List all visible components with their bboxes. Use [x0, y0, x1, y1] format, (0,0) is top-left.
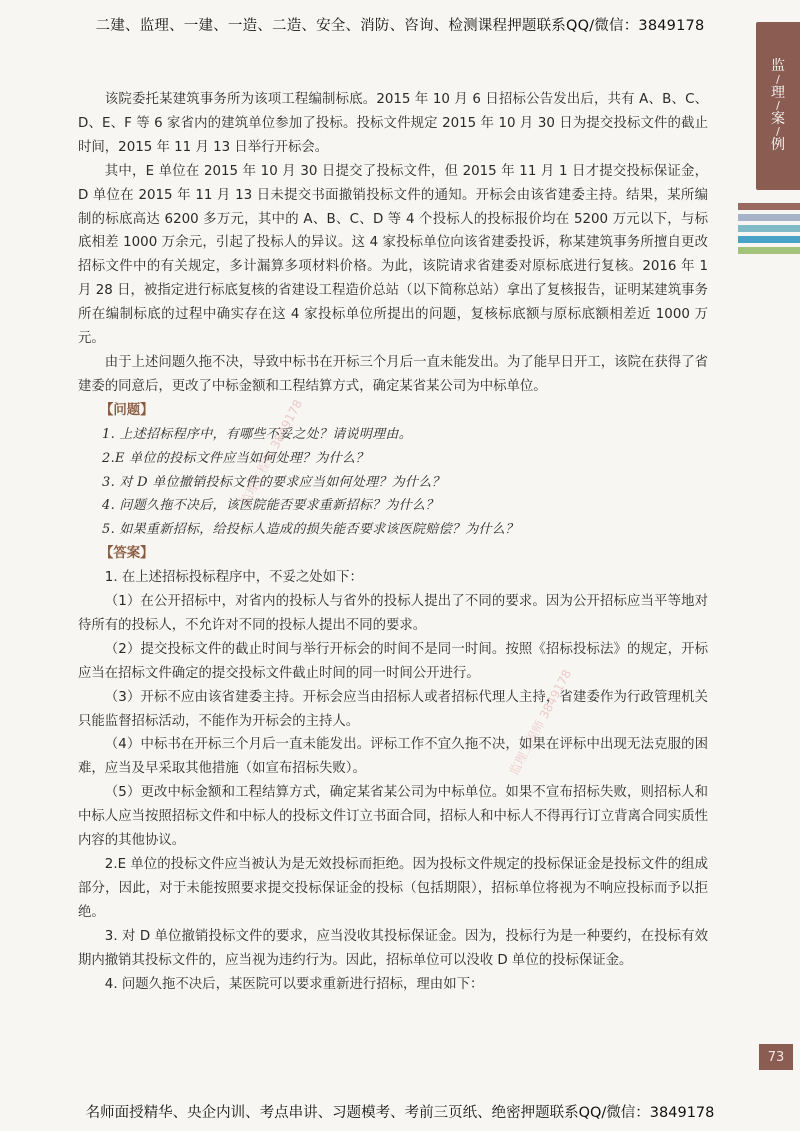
answer-paragraph: （2）提交投标文件的截止时间与举行开标会的时间不是同一时间。按照《招标投标法》的规定，开标应当在招标文件确定的提交投标文件截止时间的同一时间公开进行。: [78, 641, 708, 681]
decor-stripe: [738, 247, 800, 254]
top-banner: 二建、监理、一建、一造、二造、安全、消防、咨询、检测课程押题联系QQ/微信：3849178: [95, 18, 705, 34]
decor-stripe: [738, 203, 800, 210]
page-body: [78, 88, 708, 996]
watermark: 监理工程师 3849178: [237, 397, 306, 508]
answer-paragraph: （5）更改中标金额和工程结算方式，确定某省某公司为中标单位。如果不宣布招标失败，则招标人和中标人应当按照招标文件和中标人的投标文件订立书面合同，招标人和中标人不得再行订立背离合同实质性内容的其他协议。: [78, 785, 708, 849]
answer-paragraph: （1）在公开招标中，对省内的投标人与省外的投标人提出了不同的要求。因为公开招标应当平等地对待所有的投标人，不允许对不同的投标人提出不同的要求。: [78, 594, 708, 633]
chapter-tab-separator: /: [776, 72, 780, 86]
question-item: 5. 如果重新招标，给投标人造成的损失能否要求该医院赔偿？为什么？: [102, 522, 519, 538]
chapter-tab-char: 监: [771, 58, 785, 75]
answer-paragraph: （4）中标书在开标三个月后一直未能发出。评标工作不宜久拖不决，如果在评标中出现无法克服的困难，应当及早采取其他措施（如宣布招标失败）。: [78, 737, 708, 777]
case-paragraph: 其中，E 单位在 2015 年 10 月 30 日提交了投标文件，但 2015 年 11 月 1 日才提交投标保证金，D 单位在 2015 年 11 月 13 日未提交书面撤销投标文件的通知。开标会由该省建委主持。结果，某所编制的标底高达 6200 多万元，其中的 A、B、C、D 等 4 个投标人的投标报价均在 5200 万元以下，与标底相差 1000 万余元，引起了投标人的异议。这 4 家投标单位向该省建委投诉，称某建筑事务所擅自更改招标文件中的有关规定，多计漏算多项材料价格。为此，该院请求省建委对原标底进行复核。2016 年 1 月 28 日，被指定进行标底复核的省建设工程造价总站（以下简称总站）拿出了复核报告，证明某建筑事务所在编制标底的过程中确实存在这 4 家投标单位所提出的问题，复核标底额与原标底额相差近 1000 万元。: [78, 163, 708, 347]
question-item: 3. 对 D 单位撤销投标文件的要求应当如何处理？为什么？: [102, 474, 445, 490]
chapter-tab-char: 案: [771, 110, 785, 127]
watermark: 监理工程师 3849178: [506, 667, 575, 778]
case-paragraph: 该院委托某建筑事务所为该项工程编制标底。2015 年 10 月 6 日招标公告发出后，共有 A、B、C、D、E、F 等 6 家省内的建筑单位参加了投标。投标文件规定 2015 年 10 月 30 日为提交投标文件的截止时间，2015 年 11 月 13 日举行开标会。: [78, 92, 708, 155]
answer-paragraph: 2.E 单位的投标文件应当被认为是无效投标而拒绝。因为投标文件规定的投标保证金是投标文件的组成部分，因此，对于未能按照要求提交投标保证金的投标（包括期限），招标单位将视为不响应投标而予以拒绝。: [78, 857, 708, 920]
chapter-tab: [756, 22, 800, 190]
decor-stripe: [738, 236, 800, 243]
decor-stripe: [738, 214, 800, 221]
case-paragraph: 由于上述问题久拖不决，导致中标书在开标三个月后一直未能发出。为了能早日开工，该院在获得了省建委的同意后，更改了中标金额和工程结算方式，确定某省某公司为中标单位。: [78, 354, 708, 394]
answer-paragraph: 1. 在上述招标投标程序中，不妥之处如下：: [104, 570, 363, 586]
question-item: 1. 上述招标程序中，有哪些不妥之处？请说明理由。: [102, 426, 413, 442]
question-item: 4. 问题久拖不决后，该医院能否要求重新招标？为什么？: [102, 498, 439, 514]
answer-paragraph: 4. 问题久拖不决后，某医院可以要求重新进行招标，理由如下：: [104, 976, 484, 992]
decor-stripe: [738, 225, 800, 232]
questions-heading: 【问题】: [100, 402, 154, 418]
page-number: 73: [759, 1044, 793, 1070]
chapter-tab-separator: /: [776, 99, 780, 113]
chapter-tab-char: 理: [771, 84, 785, 101]
answers-heading: 【答案】: [100, 546, 154, 562]
chapter-tab-char: 例: [771, 137, 785, 153]
bottom-banner: 名师面授精华、央企内训、考点串讲、习题模考、考前三页纸、绝密押题联系QQ/微信：3849178: [85, 1105, 715, 1121]
answer-paragraph: （3）开标不应由该省建委主持。开标会应当由招标人或者招标代理人主持，省建委作为行政管理机关只能监督招标活动，不能作为开标会的主持人。: [78, 689, 708, 729]
chapter-tab-separator: /: [776, 125, 780, 139]
answer-paragraph: 3. 对 D 单位撤销投标文件的要求，应当没收其投标保证金。因为，投标行为是一种要约，在投标有效期内撤销其投标文件的，应当视为违约行为。因此，招标单位可以没收 D 单位的投标保证金。: [78, 928, 708, 968]
question-item: 2.E 单位的投标文件应当如何处理？为什么？: [102, 450, 369, 466]
